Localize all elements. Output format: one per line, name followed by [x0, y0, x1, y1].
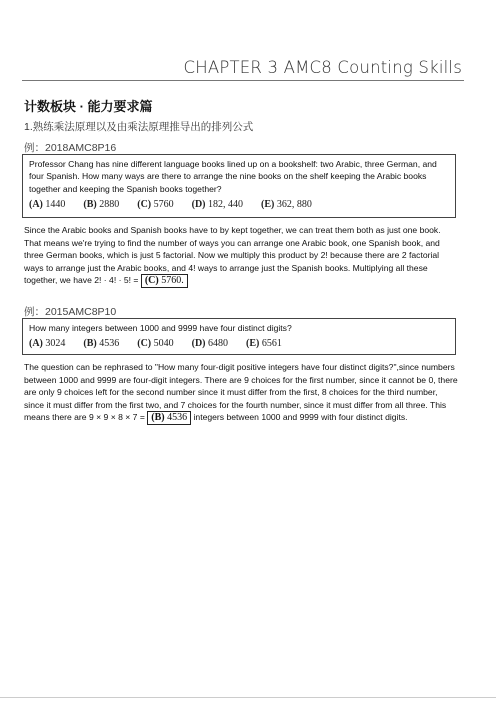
choice-e: (E) 362, 880: [261, 199, 312, 211]
solution-text: Since the Arabic books and Spanish books have to by kept together, we can treat them both as just one book. That means we're trying to find the number of ways you can arrange one Arabic book, one Spanish book, and three German books, which is just 5 factorial. Now we multiply this product by 2! because there are 2 factorial ways to arrange just the Arabic books, and 4! ways to arrange just the Spanish books. Multiplying all these together, we have 2! · 4! · 5! = (C) 5760.: [24, 225, 441, 287]
choice-c: (C) 5040: [137, 338, 174, 350]
problem-text: Professor Chang has nine different language books lined up on a bookshelf: two Arabic, three German, and four Spanish. How many ways are there to arrange the nine books on the shelf keeping the Arabic books together and keeping the Spanish books together?: [29, 159, 437, 194]
problem-box: [22, 154, 456, 218]
problem-text: How many integers between 1000 and 9999 have four distinct digits?: [29, 323, 292, 333]
choice-e: (E) 6561: [246, 338, 282, 350]
boxed-answer: (C) 5760.: [141, 274, 188, 288]
choice-a: (A) 1440: [29, 199, 66, 211]
choice-b: (B) 2880: [83, 199, 120, 211]
choice-d: (D) 6480: [191, 338, 229, 350]
chapter-header: CHAPTER 3 AMC8 Counting Skills: [183, 58, 462, 77]
boxed-answer: (B) 4536: [147, 411, 191, 425]
section-title: 计数板块 · 能力要求篇: [24, 99, 153, 114]
subsection-heading: 1.熟练乘法原理以及由乘法原理推导出的排列公式: [24, 121, 254, 133]
choice-a: (A) 3024: [29, 338, 66, 350]
example-label: 例：2015AMC8P10: [24, 306, 117, 318]
choice-b: (B) 4536: [83, 338, 120, 350]
answer-choices: [29, 338, 449, 349]
answer-choices: [29, 199, 449, 210]
solution-text: The question can be rephrased to "How many four-digit positive integers have four distinct digits?",since numbers between 1000 and 9999 are four-digit integers. There are 9 choices for the first number, since it cannot be 0, there are only 9 choices left for the second number since it must differ from the first, 8 choices for the third number, since it must differ from the first two, and 7 choices for the fourth number, since it must differ from all three. This means there are 9 × 9 × 8 × 7 = (B) 4536 integers between 1000 and 9999 with four distinct digits.: [24, 362, 458, 424]
choice-d: (D) 182, 440: [191, 199, 244, 211]
choice-c: (C) 5760: [137, 199, 174, 211]
example-label: 例：2018AMC8P16: [24, 142, 117, 154]
footer-rule: [0, 697, 496, 698]
header-rule: [22, 80, 464, 81]
problem-box: [22, 318, 456, 355]
